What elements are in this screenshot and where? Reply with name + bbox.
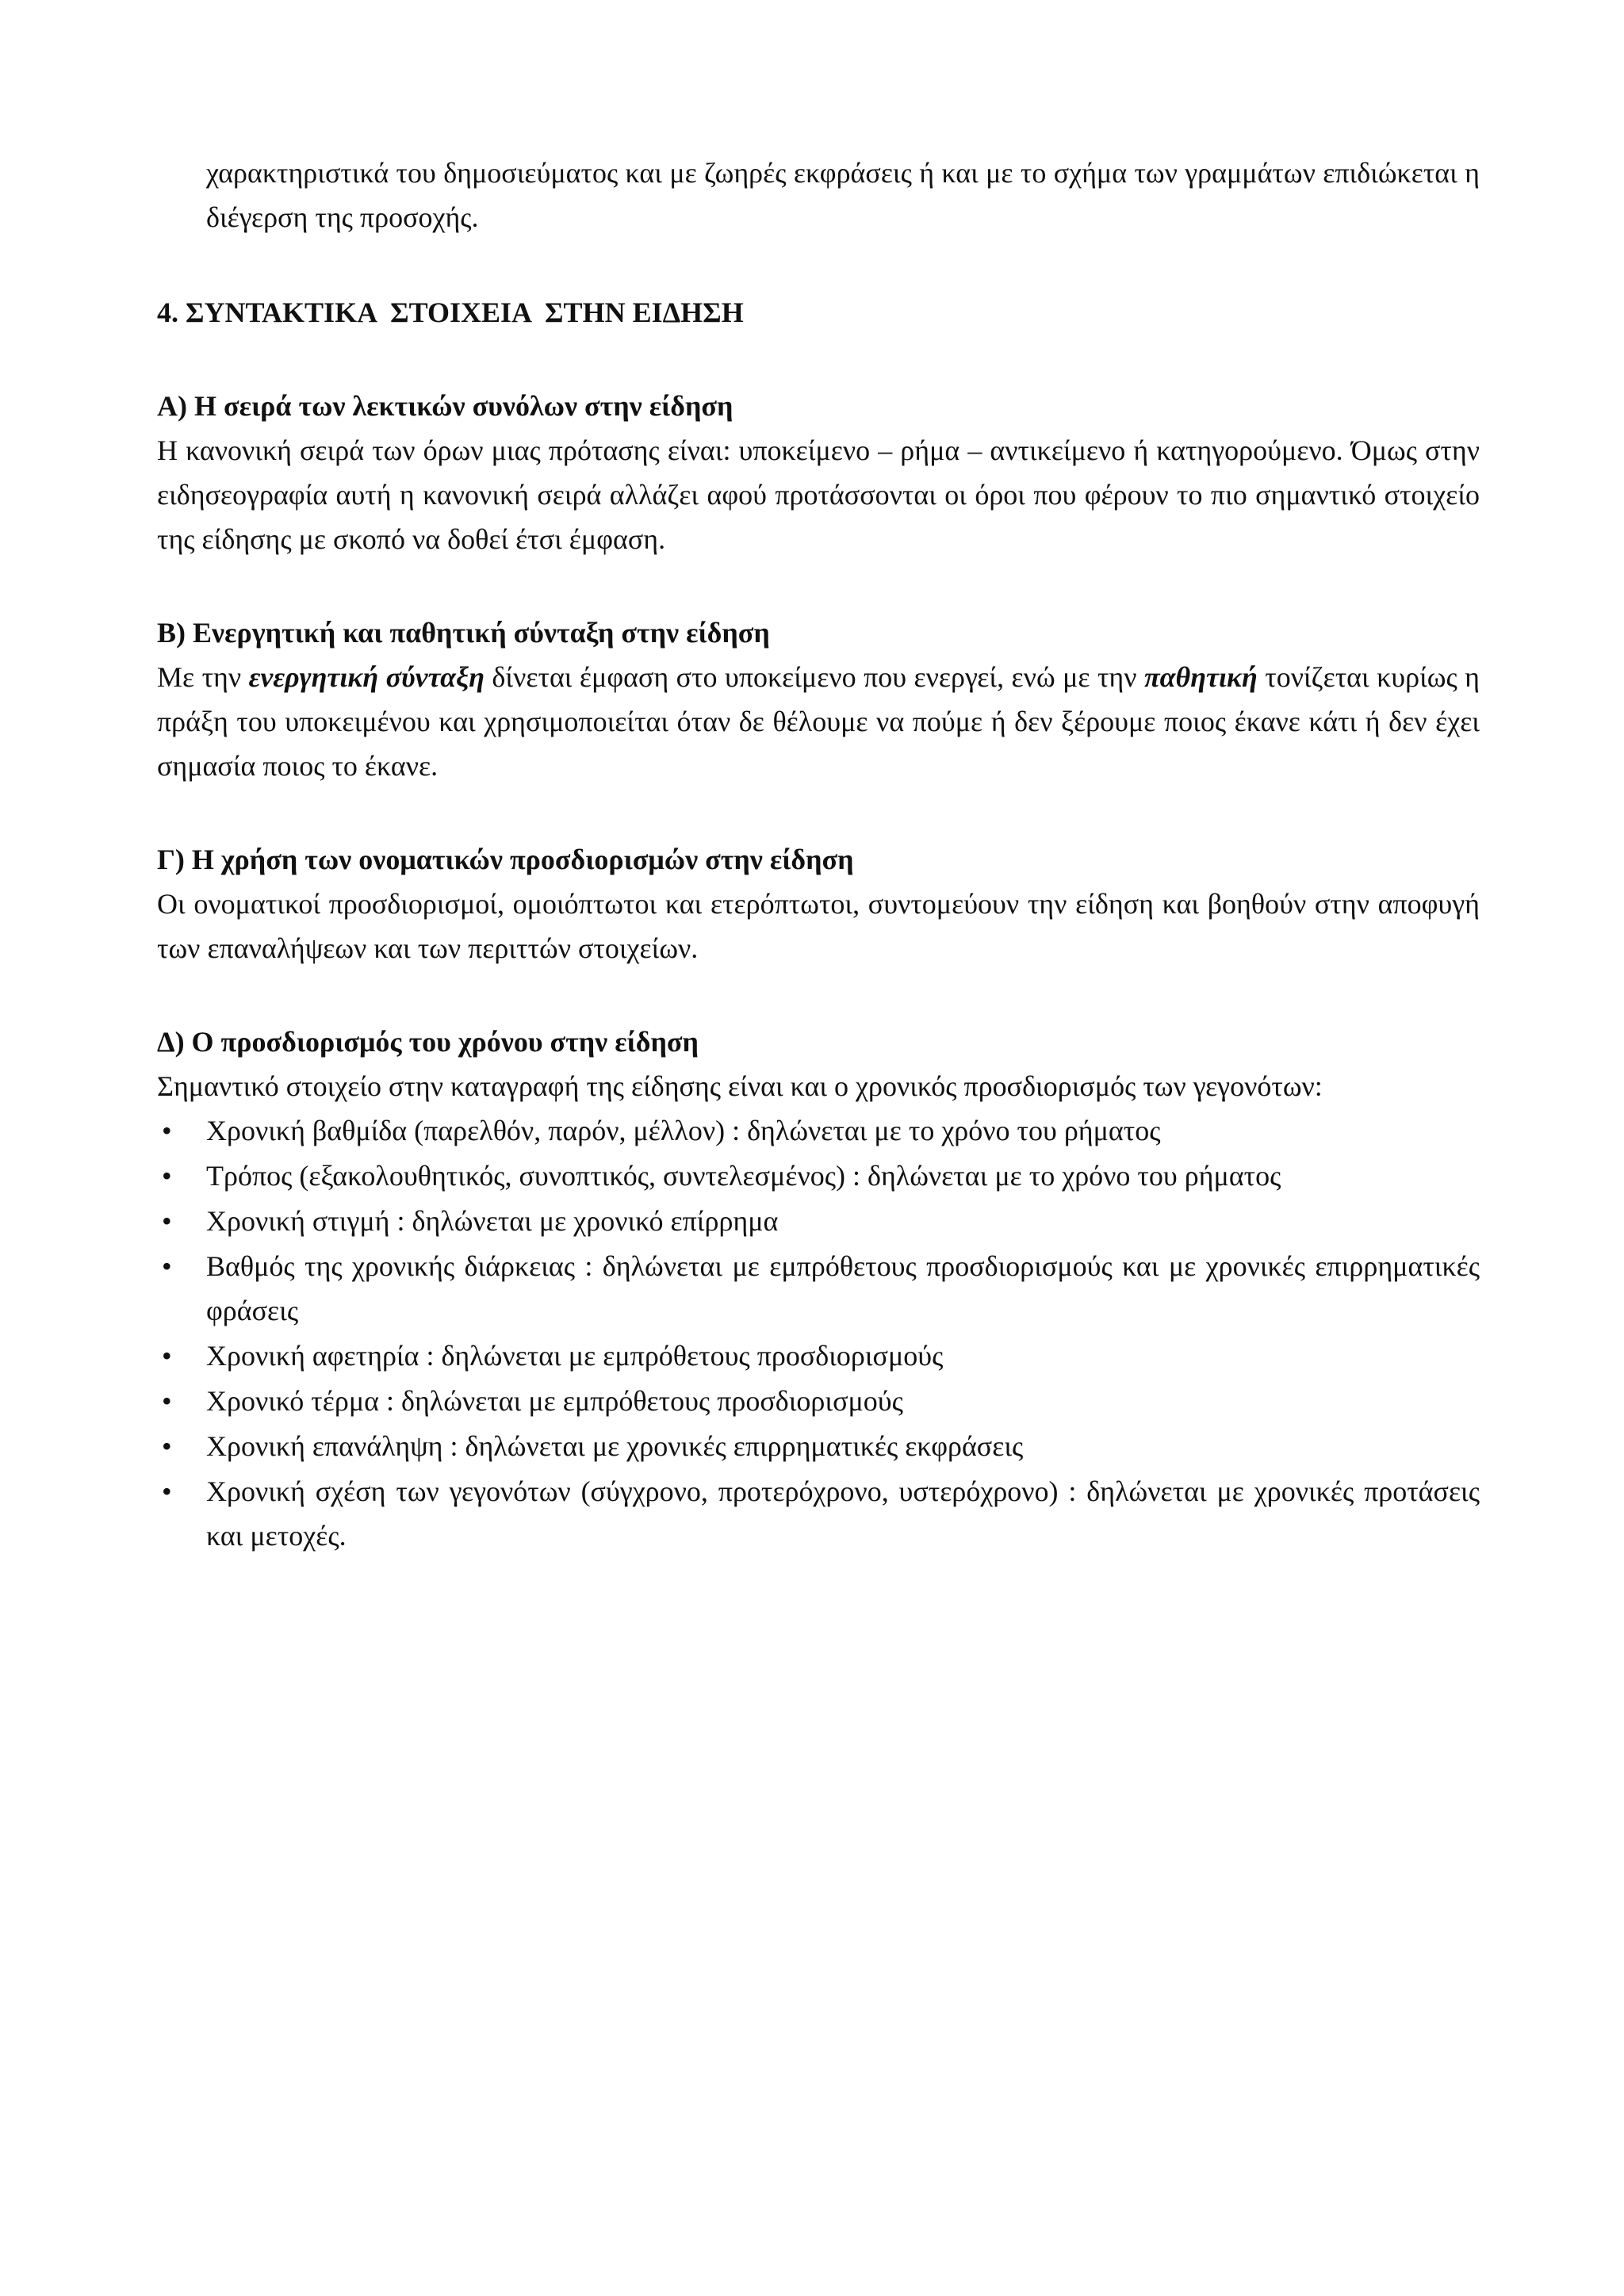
subsection-c-paragraph: Οι ονοματικοί προσδιορισμοί, ομοιόπτωτοι και ετερόπτωτοι, συντομεύουν την είδηση και βοηθούν στην αποφυγή των επαναλήψεων και των περιττών στοιχείων.: [157, 888, 1480, 964]
bullet-icon: •: [162, 1430, 172, 1462]
list-item: [157, 1244, 1480, 1333]
list-item-text: Βαθμός της χρονικής διάρκειας : δηλώνεται με εμπρόθετους προσδιορισμούς και με χρονικές επιρρηματικές φράσεις: [206, 1250, 1480, 1326]
list-item: [157, 1108, 1480, 1153]
subsection-b-text-2: δίνεται έμφαση στο υποκείμενο που ενεργεί, ενώ με την: [484, 661, 1144, 693]
bullet-icon: •: [162, 1475, 172, 1507]
subsection-b-heading: Β) Ενεργητική και παθητική σύνταξη στην είδηση: [157, 617, 770, 649]
subsection-b-paragraph: [157, 655, 1480, 788]
bullet-icon: •: [162, 1340, 172, 1372]
spacer: [157, 239, 1480, 290]
subsection-d-heading: Δ) Ο προσδιορισμός του χρόνου στην είδηση: [157, 1026, 699, 1058]
subsection-b-emphasis-active: ενεργητική σύνταξη: [248, 661, 485, 693]
bullet-icon: •: [162, 1250, 172, 1282]
bullet-icon: •: [162, 1115, 172, 1146]
list-item-text: Χρονική επανάληψη : δηλώνεται με χρονικές επιρρηματικές εκφράσεις: [206, 1430, 1024, 1462]
spacer: [157, 335, 1480, 384]
bullet-icon: •: [162, 1385, 172, 1417]
subsection-c-heading: Γ) Η χρήση των ονοματικών προσδιορισμών στην είδηση: [157, 844, 854, 875]
list-item-text: Χρονική στιγμή : δηλώνεται με χρονικό επίρρημα: [206, 1205, 779, 1237]
list-item: [157, 1424, 1480, 1468]
subsection-a-heading: Α) Η σειρά των λεκτικών συνόλων στην είδηση: [157, 390, 733, 422]
list-item: [157, 1334, 1480, 1378]
document-page: [157, 151, 1480, 1559]
subsection-a-paragraph: Η κανονική σειρά των όρων μιας πρότασης είναι: υποκείμενο – ρήμα – αντικείμενο ή κατηγορούμενο. Όμως στην ειδησεογραφία αυτή η κανονική σειρά αλλάζει αφού προτάσσονται οι όροι που φέρουν το πιο σημαντικό στοιχείο της είδησης με σκοπό να δοθεί έτσι έμφαση.: [157, 434, 1480, 555]
list-item: [157, 1379, 1480, 1423]
list-item-text: Χρονική αφετηρία : δηλώνεται με εμπρόθετους προσδιορισμούς: [206, 1340, 944, 1372]
subsection-d-paragraph: Σημαντικό στοιχείο στην καταγραφή της είδησης είναι και ο χρονικός προσδιορισμός των γεγονότων:: [157, 1070, 1323, 1102]
spacer: [157, 561, 1480, 610]
bullet-icon: •: [162, 1205, 172, 1237]
list-item-text: Χρονική βαθμίδα (παρελθόν, παρόν, μέλλον) : δηλώνεται με το χρόνο του ρήματος: [206, 1115, 1161, 1146]
list-item: [157, 1154, 1480, 1198]
intro-paragraph: χαρακτηριστικά του δημοσιεύματος και με ζωηρές εκφράσεις ή και με το σχήμα των γραμμάτων επιδιώκεται η διέγερση της προσοχής.: [206, 157, 1480, 233]
subsection-b-text-1: Με την: [157, 661, 249, 693]
subsection-b-emphasis-passive: παθητική: [1143, 661, 1258, 693]
time-determination-list: [157, 1108, 1480, 1558]
spacer: [157, 788, 1480, 837]
list-item: [157, 1469, 1480, 1558]
spacer: [157, 970, 1480, 1020]
list-item-text: Χρονικό τέρμα : δηλώνεται με εμπρόθετους προσδιορισμούς: [206, 1385, 903, 1417]
subsection-b-text-3: τονίζεται κυρίως η πράξη του υποκειμένου και χρησιμοποιείται όταν δε θέλουμε να πούμε ή δεν ξέρουμε ποιος έκανε κάτι ή δεν έχει σημασία ποιος το έκανε.: [157, 661, 1480, 782]
section-title: 4. ΣΥΝΤΑΚΤΙΚΑ ΣΤΟΙΧΕΙΑ ΣΤΗΝ ΕΙΔΗΣΗ: [157, 297, 744, 328]
list-item: [157, 1199, 1480, 1243]
list-item-text: Χρονική σχέση των γεγονότων (σύγχρονο, προτερόχρονο, υστερόχρονο) : δηλώνεται με χρονικές προτάσεις και μετοχές.: [206, 1475, 1480, 1552]
list-item-text: Τρόπος (εξακολουθητικός, συνοπτικός, συντελεσμένος) : δηλώνεται με το χρόνο του ρήματος: [206, 1160, 1281, 1192]
bullet-icon: •: [162, 1160, 172, 1192]
